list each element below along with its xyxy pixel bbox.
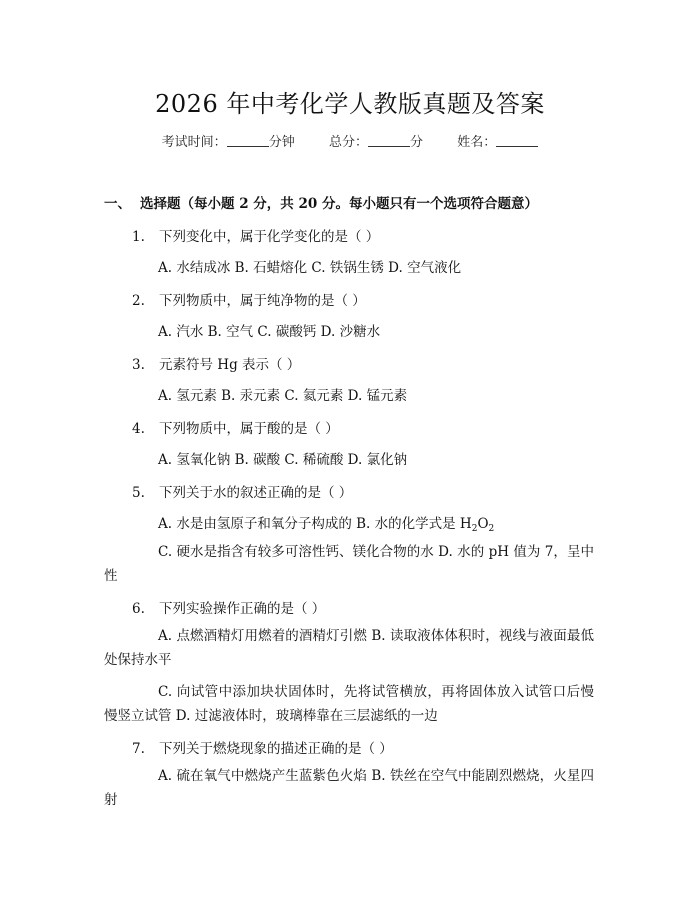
question-6-options-cd: C. 向试管中添加块状固体时，先将试管横放，再将固体放入试管口后慢慢竖立试管 D. 过滤液体时，玻璃棒靠在三层滤纸的一边 [104, 684, 594, 724]
name-label: 姓名： [457, 135, 497, 150]
question-5-options-cd: C. 硬水是指含有较多可溶性钙、镁化合物的水 D. 水的 pH 值为 7，呈中性 [104, 544, 594, 584]
question-number: 7. [132, 741, 145, 757]
question-3-options: A. 氢元素 B. 汞元素 C. 氦元素 D. 锰元素 [158, 388, 408, 404]
question-text: 下列关于燃烧现象的描述正确的是（ ） [159, 741, 393, 757]
question-7-options-ab: A. 硫在氧气中燃烧产生蓝紫色火焰 B. 铁丝在空气中能剧烈燃烧，火星四射 [104, 768, 594, 808]
question-2-options: A. 汽水 B. 空气 C. 碳酸钙 D. 沙糖水 [158, 324, 381, 340]
question-text: 下列物质中，属于酸的是（ ） [159, 421, 339, 437]
section-title: 选择题（每小题 2 分，共 20 分。每小题只有一个选项符合题意） [140, 196, 538, 212]
question-6-options-ab: A. 点燃酒精灯用燃着的酒精灯引燃 B. 读取液体体积时，视线与液面最低处保持水平 [104, 628, 594, 668]
question-number: 4. [132, 421, 145, 437]
score-unit: 分 [410, 135, 424, 150]
question-number: 3. [132, 357, 145, 373]
question-number: 5. [132, 485, 145, 501]
question-number: 2. [132, 293, 145, 309]
name-blank[interactable] [496, 134, 538, 147]
question-number: 1. [132, 229, 145, 245]
section-heading [104, 192, 538, 212]
question-text: 下列变化中，属于化学变化的是（ ） [159, 229, 380, 245]
question-5 [132, 481, 352, 501]
time-unit: 分钟 [268, 135, 295, 150]
question-3 [132, 353, 300, 373]
question-6 [132, 597, 325, 617]
time-blank[interactable] [227, 134, 269, 147]
exam-info-line [0, 131, 700, 150]
section-number: 一、 [104, 196, 131, 212]
question-5-options-ab: A. 水是由氢原子和氧分子构成的 B. 水的化学式是 $H_2O_2$ [158, 516, 495, 534]
question-2 [132, 289, 366, 309]
question-1-options: A. 水结成冰 B. 石蜡熔化 C. 铁锅生锈 D. 空气液化 [158, 260, 462, 276]
question-text: 下列物质中，属于纯净物的是（ ） [159, 293, 366, 309]
question-text: 下列关于水的叙述正确的是（ ） [159, 485, 353, 501]
question-7 [132, 737, 393, 757]
time-label: 考试时间： [161, 135, 227, 150]
question-number: 6. [132, 601, 145, 617]
question-text: 下列实验操作正确的是（ ） [159, 601, 326, 617]
page-title: 2026 年中考化学人教版真题及答案 [155, 90, 545, 118]
question-text: 元素符号 Hg 表示（ ） [159, 357, 301, 373]
score-blank[interactable] [368, 134, 410, 147]
question-4-options: A. 氢氧化钠 B. 碳酸 C. 稀硫酸 D. 氯化钠 [158, 452, 408, 468]
score-label: 总分： [328, 135, 368, 150]
question-1 [132, 225, 379, 245]
question-4 [132, 417, 339, 437]
